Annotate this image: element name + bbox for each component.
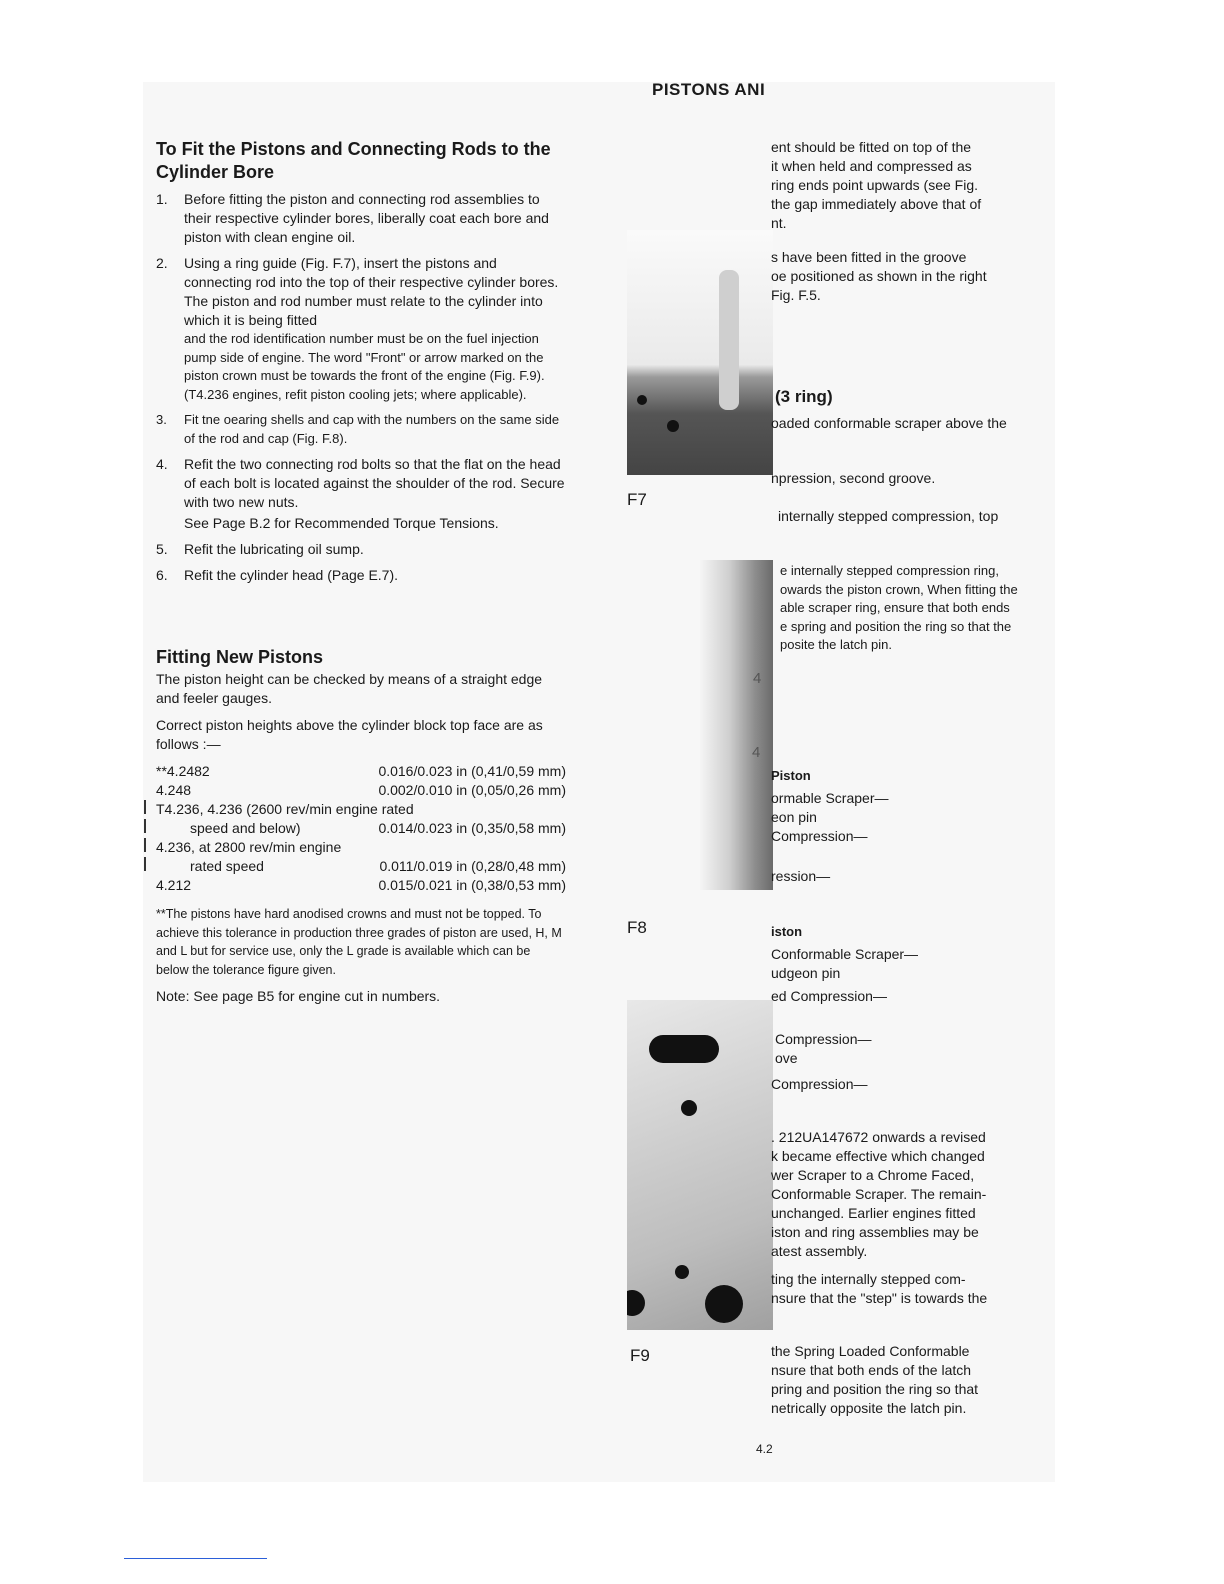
callout-number: 4 <box>753 670 762 687</box>
right-block-2: s have been fitted in the groove oe positioned as shown in the right Fig. F.5. <box>771 249 987 303</box>
stepped-line: internally stepped compression, top <box>778 508 999 524</box>
figure-f9-photo <box>627 1000 773 1330</box>
step-4: 4. Refit the two connecting rod bolts so that the flat on the head of each bolt is located against the shoulder of the rod. Secure with two new nuts. See Page B.2 for Recommended Torque Tensions. <box>156 456 565 531</box>
spec-row: rated speed 0.011/0.019 in (0,28/0,48 mm) <box>190 858 566 874</box>
figure-f8-label: F8 <box>627 918 647 937</box>
left-column <box>156 138 566 1006</box>
step-3: 3. Fit tne oearing shells and cap with the numbers on the same side of the rod and cap (Fig. F.8). <box>156 412 560 446</box>
revision-bars <box>144 800 146 876</box>
engine-note: Note: See page B5 for engine cut in numbers. <box>156 988 441 1004</box>
right-block-4: e internally stepped compression ring, owards the piston crown, When fitting the able scraper ring, ensure that both ends e spring and position the ring so that the posite the latch pin. <box>780 563 1018 652</box>
fit-heading: To Fit the Pistons and Connecting Rods to the Cylinder Bore <box>156 139 551 182</box>
step-1: 1. Before fitting the piston and connecting rod assemblies to their respective cylinder bores, liberally coat each bore and piston with clean engine oil. <box>156 191 549 245</box>
f9-legend: iston Conformable Scraper— udgeon pin ed Compression— Compression— ove Compression— <box>771 924 919 1092</box>
spec-row: 4.212 0.015/0.021 in (0,38/0,53 mm) <box>156 877 566 893</box>
new-pistons-para-2: Correct piston heights above the cylinder block top face are as follows :— <box>156 717 543 752</box>
spec-row: speed and below) 0.014/0.023 in (0,35/0,58 mm) <box>190 820 566 836</box>
compression-line: npression, second groove. <box>771 470 936 486</box>
figure-f9-label: F9 <box>630 1346 650 1365</box>
step-2: 2. Using a ring guide (Fig. F.7), insert the pistons and connecting rod into the top of their respective cylinder bores. The piston and rod number must relate to the cylinder into which it is being fitted and the rod identification number must be on the fuel injection pump side of engine. The word "Front" or arrow marked on the piston crown must be towards the front of the engine (Fig. F.9). (T4.236 engines, refit piston cooling jets; where applicable). <box>156 255 559 402</box>
link-underline <box>124 1558 267 1559</box>
spec-row: 4.248 0.002/0.010 in (0,05/0,26 mm) <box>156 782 566 798</box>
page-number: 4.2 <box>756 1442 773 1456</box>
figure-f7-label: F7 <box>627 490 647 509</box>
right-block-1: ent should be fitted on top of the it when held and compressed as ring ends point upwards (see Fig. the gap immediately above that of nt. <box>771 139 982 231</box>
right-block-7: the Spring Loaded Conformable nsure that both ends of the latch pring and position the ring so that netrically opposite the latch pin. <box>771 1343 979 1416</box>
right-block-5: . 212UA147672 onwards a revised k became effective which changed wer Scraper to a Chrome Faced, Conformable Scraper. The remain- unchanged. Earlier engines fitted iston and ring assemblies may be atest assembly. <box>771 1129 987 1259</box>
new-pistons-heading: Fitting New Pistons <box>156 647 324 667</box>
figure-f8-photo <box>700 560 773 890</box>
right-block-6: ting the internally stepped com- nsure that the "step" is towards the <box>771 1271 988 1306</box>
footnote: **The pistons have hard anodised crowns and must not be topped. To achieve this tolerance in production three grades of piston are used, H, M and L but for service use, only the L grade is available which can be below the tolerance figure given. <box>156 907 562 977</box>
step-5: 5. Refit the lubricating oil sump. <box>156 541 364 557</box>
new-pistons-para-1: The piston height can be checked by means of a straight edge and feeler gauges. <box>156 671 543 706</box>
figure-f7-photo <box>627 230 773 475</box>
f8-legend: Piston ormable Scraper— eon pin Compression— ression— <box>771 768 889 884</box>
spec-row: **4.2482 0.016/0.023 in (0,41/0,59 mm) <box>156 763 566 779</box>
right-block-3: oaded conformable scraper above the <box>771 415 1007 431</box>
fit-steps <box>156 190 566 585</box>
spec-row: 4.236, at 2800 rev/min engine <box>156 839 342 855</box>
piston-height-spec <box>156 762 566 895</box>
page-header: PISTONS ANI <box>652 80 766 99</box>
spec-row: T4.236, 4.236 (2600 rev/min engine rated <box>156 801 414 817</box>
step-6: 6. Refit the cylinder head (Page E.7). <box>156 567 399 583</box>
callout-number: 4 <box>752 744 761 761</box>
ring-heading: (3 ring) <box>775 387 833 406</box>
